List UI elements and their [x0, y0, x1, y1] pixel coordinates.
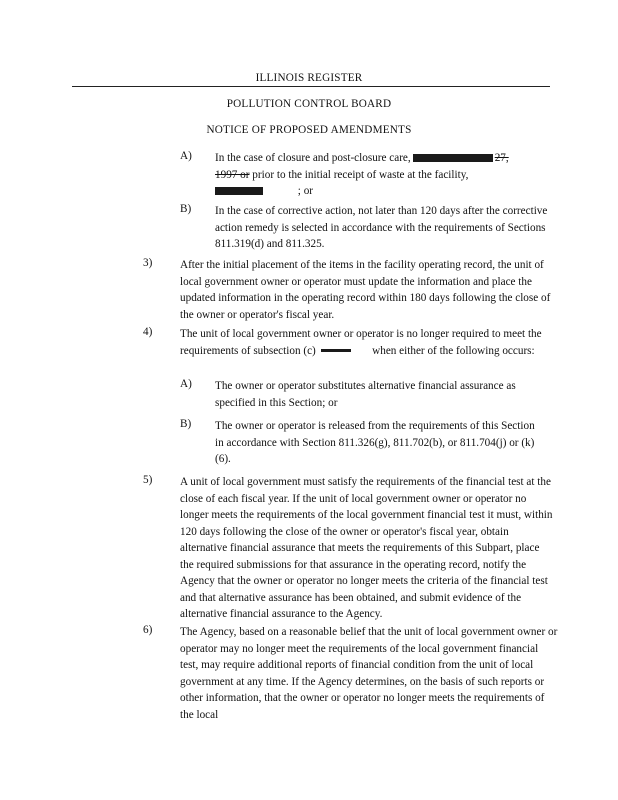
- para-5-text: A unit of local government must satisfy the requirements of the financial test at the close of each fiscal year. If the unit of local government owner or operator no longer meets the requirements of the local government financial test it must, within 120 days following the close of the owner or operator's fiscal year, obtain alternative financial assurance that meets the requirements of this Subpart, place the required submissions for that assurance in the operating record, notify the Agency that the owner or operator no longer meets the criteria of the financial test and that alternative assurance has been obtained, and submit evidence of the alternative financial assurance to the Agency.: [180, 476, 553, 620]
- item-a1-strike-tail: 27,: [494, 152, 509, 164]
- para-6-text: The Agency, based on a reasonable belief that the unit of local government owner or operator may no longer meet the requirements of the local government financial test, may require additional reports of financial condition from the unit of local government at any time. If the Agency determines, on the basis of such reports or other information, that the owner or operator no longer meets the requirements of the local: [180, 626, 558, 721]
- item-a1-text-end: ; or: [297, 185, 314, 197]
- item-4b-label: B): [180, 418, 192, 430]
- item-a1-strike: 1997 or: [215, 168, 250, 181]
- para-4-text-start: The unit of local government owner or operator is no longer required to meet the requirements of subsection (c): [180, 328, 542, 357]
- para-3-text: After the initial placement of the items in the facility operating record, the unit of local government owner or operator must update the information and place the updated information in the operating record within 180 days following the close of the owner or operator's fiscal year.: [180, 259, 551, 321]
- item-4a-text: The owner or operator substitutes alternative financial assurance as specified in this Section; or: [215, 380, 516, 409]
- item-b1-label: B): [180, 203, 192, 215]
- notice-title: NOTICE OF PROPOSED AMENDMENTS: [206, 124, 412, 136]
- redaction-mark: [215, 187, 263, 195]
- item-a1-text-mid: prior to the initial receipt of waste at the facility,: [252, 168, 469, 181]
- redaction-mark: [321, 349, 351, 352]
- redaction-mark: [413, 154, 493, 162]
- para-5-label: 5): [143, 474, 153, 486]
- header-rule: [72, 86, 550, 87]
- para-4-text: [180, 326, 552, 359]
- board-title: POLLUTION CONTROL BOARD: [226, 98, 392, 110]
- item-a1-text-start: In the case of closure and post-closure care,: [215, 152, 411, 164]
- item-4a-label: A): [180, 378, 192, 390]
- para-4-label: 4): [143, 326, 153, 338]
- para-4-text-end: when either of the following occurs:: [372, 344, 535, 357]
- item-a1-text: [215, 150, 555, 200]
- item-4b-text: The owner or operator is released from the requirements of this Section in accordance with Section 811.326(g), 811.702(b), or 811.704(j) or (k)(6).: [215, 420, 535, 465]
- para-3-label: 3): [143, 257, 153, 269]
- para-6-label: 6): [143, 624, 153, 636]
- item-b1-text: In the case of corrective action, not later than 120 days after the corrective action remedy is selected in accordance with the requirements of Sections 811.319(d) and 811.325.: [215, 205, 548, 250]
- item-a1-label: A): [180, 150, 192, 162]
- register-title: ILLINOIS REGISTER: [255, 72, 363, 84]
